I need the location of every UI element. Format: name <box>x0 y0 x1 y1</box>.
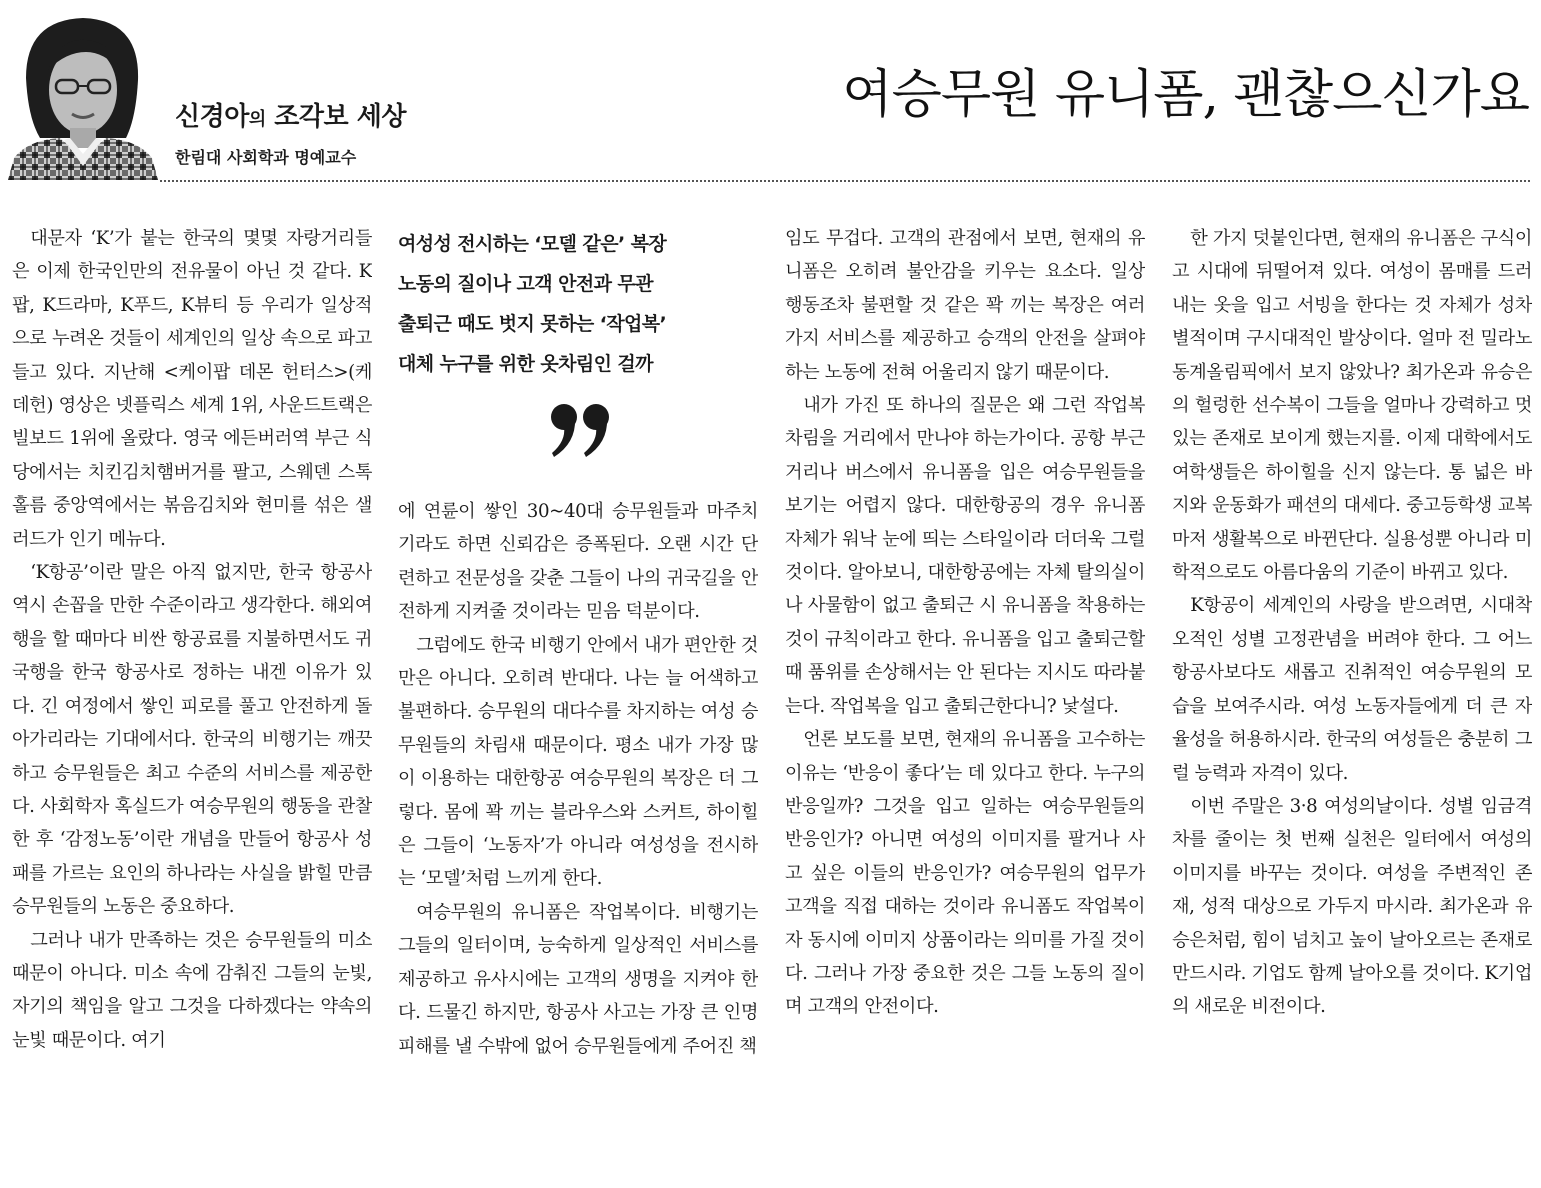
pull-quote-line: 노동의 질이나 고객 안전과 무관 <box>398 273 653 295</box>
column-name-particle: 의 <box>248 109 266 130</box>
body-column-1 <box>12 222 372 1182</box>
pull-quote <box>398 224 758 384</box>
column-series-title: 조각보 세상 <box>265 102 406 132</box>
header-divider <box>160 180 1530 182</box>
pull-quote-line: 대체 누구를 위한 옷차림인 걸까 <box>398 353 653 375</box>
author-photo <box>8 8 158 180</box>
paragraph: 그럼에도 한국 비행기 안에서 내가 편안한 것만은 아니다. 오히려 반대다. 나는 늘 어색하고 불편하다. 승무원의 대다수를 차지하는 여성 승무원들의 차림새 때문이다. 평소 내가 가장 많이 이용하는 대한항공 여승무원의 복장은 더 그렇다. 몸에 꽉 끼는 블라우스와 스커트, 하이힐은 그들이 ‘노동자’가 아니라 여성성을 전시하는 ‘모델’처럼 느끼게 한다. <box>398 634 758 890</box>
body-column-4 <box>1172 222 1532 1182</box>
article-headline: 여승무원 유니폼, 괜찮으신가요 <box>842 65 1529 125</box>
body-column-2 <box>398 495 758 1185</box>
paragraph: ‘K항공’이란 말은 아직 없지만, 한국 항공사 역시 손꼽을 만한 수준이라고 생각한다. 해외여행을 할 때마다 비싼 항공료를 지불하면서도 귀국행을 한국 항공사로 정하는 내겐 이유가 있다. 긴 여정에서 쌓인 피로를 풀고 안전하게 돌아가리라는 기대에서다. 한국의 비행기는 깨끗하고 승무원들은 최고 수준의 서비스를 제공한다. 사회학자 혹실드가 여승무원의 행동을 관찰한 후 ‘감정노동’이란 개념을 만들어 항공사 성패를 가르는 요인의 하나라는 사실을 밝힐 만큼 승무원들의 노동은 중요하다. <box>12 562 372 918</box>
pull-quote-line: 여성성 전시하는 ‘모델 같은’ 복장 <box>398 233 667 255</box>
paragraph: 이번 주말은 3·8 여성의날이다. 성별 임금격차를 줄이는 첫 번째 실천은 일터에서 여성의 이미지를 바꾸는 것이다. 여성을 주변적인 존재, 성적 대상으로 가두지 마시라. 최가온과 유승은처럼, 힘이 넘치고 높이 날아오르는 존재로 만드시라. 기업도 함께 날아오를 것이다. K기업의 새로운 비전이다. <box>1172 795 1532 1018</box>
author-affiliation: 한림대 사회학과 명예교수 <box>175 148 357 167</box>
closing-quote-icon <box>548 395 618 465</box>
paragraph: 대문자 ‘K’가 붙는 한국의 몇몇 자랑거리들은 이제 한국인만의 전유물이 아닌 것 같다. K팝, K드라마, K푸드, K뷰티 등 우리가 일상적으로 누려온 것들이 세계인의 일상 속으로 파고들고 있다. 지난해 <케이팝 데몬 헌터스>(케데헌) 영상은 넷플릭스 세계 1위, 사운드트랙은 빌보드 1위에 올랐다. 영국 에든버러역 부근 식당에서는 치킨김치햄버거를 팔고, 스웨덴 스톡홀름 중앙역에서는 볶음김치와 현미를 섞은 샐러드가 인기 메뉴다. <box>12 228 372 550</box>
paragraph: 언론 보도를 보면, 현재의 유니폼을 고수하는 이유는 ‘반응이 좋다’는 데 있다고 한다. 누구의 반응일까? 그것을 입고 일하는 여승무원들의 반응인가? 아니면 여성의 이미지를 팔거나 사고 싶은 이들의 반응인가? 여승무원의 업무가 고객을 직접 대하는 것이라 유니폼도 작업복이자 동시에 이미지 상품이라는 의미를 가질 것이다. 그러나 가장 중요한 것은 그들 노동의 질이며 고객의 안전이다. <box>785 729 1145 1018</box>
pull-quote-line: 출퇴근 때도 벗지 못하는 ‘작업복’ <box>398 313 667 335</box>
paragraph: 여승무원의 유니폼은 작업복이다. 비행기는 그들의 일터이며, 능숙하게 일상적인 서비스를 제공하고 유사시에는 고객의 생명을 지켜야 한다. 드물긴 하지만, 항공사 사고는 가장 큰 인명 피해를 낼 수밖에 없어 승무원들에게 주어진 책 <box>398 901 758 1057</box>
paragraph: 한 가지 덧붙인다면, 현재의 유니폼은 구식이고 시대에 뒤떨어져 있다. 여성이 몸매를 드러내는 옷을 입고 서빙을 한다는 것 자체가 성차별적이며 구시대적인 발상이다. 얼마 전 밀라노 동계올림픽에서 보지 않았나? 최가온과 유승은의 헐렁한 선수복이 그들을 얼마나 강력하고 멋있는 존재로 보이게 했는지를. 이제 대학에서도 여학생들은 하이힐을 신지 않는다. 통 넓은 바지와 운동화가 패션의 대세다. 중고등학생 교복마저 생활복으로 바뀐단다. 실용성뿐 아니라 미학적으로도 아름다움의 기준이 바뀌고 있다. <box>1172 228 1532 584</box>
paragraph: 그러나 내가 만족하는 것은 승무원들의 미소 때문이 아니다. 미소 속에 감춰진 그들의 눈빛, 자기의 책임을 알고 그것을 다하겠다는 약속의 눈빛 때문이다. 여기 <box>12 929 372 1051</box>
paragraph: 내가 가진 또 하나의 질문은 왜 그런 작업복 차림을 거리에서 만나야 하는가이다. 공항 부근 거리나 버스에서 유니폼을 입은 여승무원들을 보기는 어렵지 않다. 대한항공의 경우 유니폼 자체가 워낙 눈에 띄는 스타일이라 더더욱 그럴 것이다. 알아보니, 대한항공에는 자체 탈의실이나 사물함이 없고 출퇴근 시 유니폼을 착용하는 것이 규칙이라고 한다. 유니폼을 입고 출퇴근할 때 품위를 손상해서는 안 된다는 지시도 따라붙는다. 작업복을 입고 출퇴근한다니? 낯설다. <box>785 395 1145 717</box>
paragraph: 임도 무겁다. 고객의 관점에서 보면, 현재의 유니폼은 오히려 불안감을 키우는 요소다. 일상 행동조차 불편할 것 같은 꽉 끼는 복장은 여러 가지 서비스를 제공하고 승객의 안전을 살펴야 하는 노동에 전혀 어울리지 않기 때문이다. <box>785 228 1145 383</box>
column-header <box>0 0 1541 182</box>
paragraph: 에 연륜이 쌓인 30~40대 승무원들과 마주치기라도 하면 신뢰감은 증폭된다. 오랜 시간 단련하고 전문성을 갖춘 그들이 나의 귀국길을 안전하게 지켜줄 것이라는 믿음 덕분이다. <box>398 501 758 623</box>
column-name <box>175 96 406 133</box>
author-name: 신경아 <box>175 102 249 132</box>
body-column-3 <box>785 222 1145 1182</box>
paragraph: K항공이 세계인의 사랑을 받으려면, 시대착오적인 성별 고정관념을 버려야 한다. 그 어느 항공사보다도 새롭고 진취적인 여승무원의 모습을 보여주시라. 여성 노동자들에게 더 큰 자율성을 허용하시라. 한국의 여성들은 충분히 그럴 능력과 자격이 있다. <box>1172 595 1532 784</box>
